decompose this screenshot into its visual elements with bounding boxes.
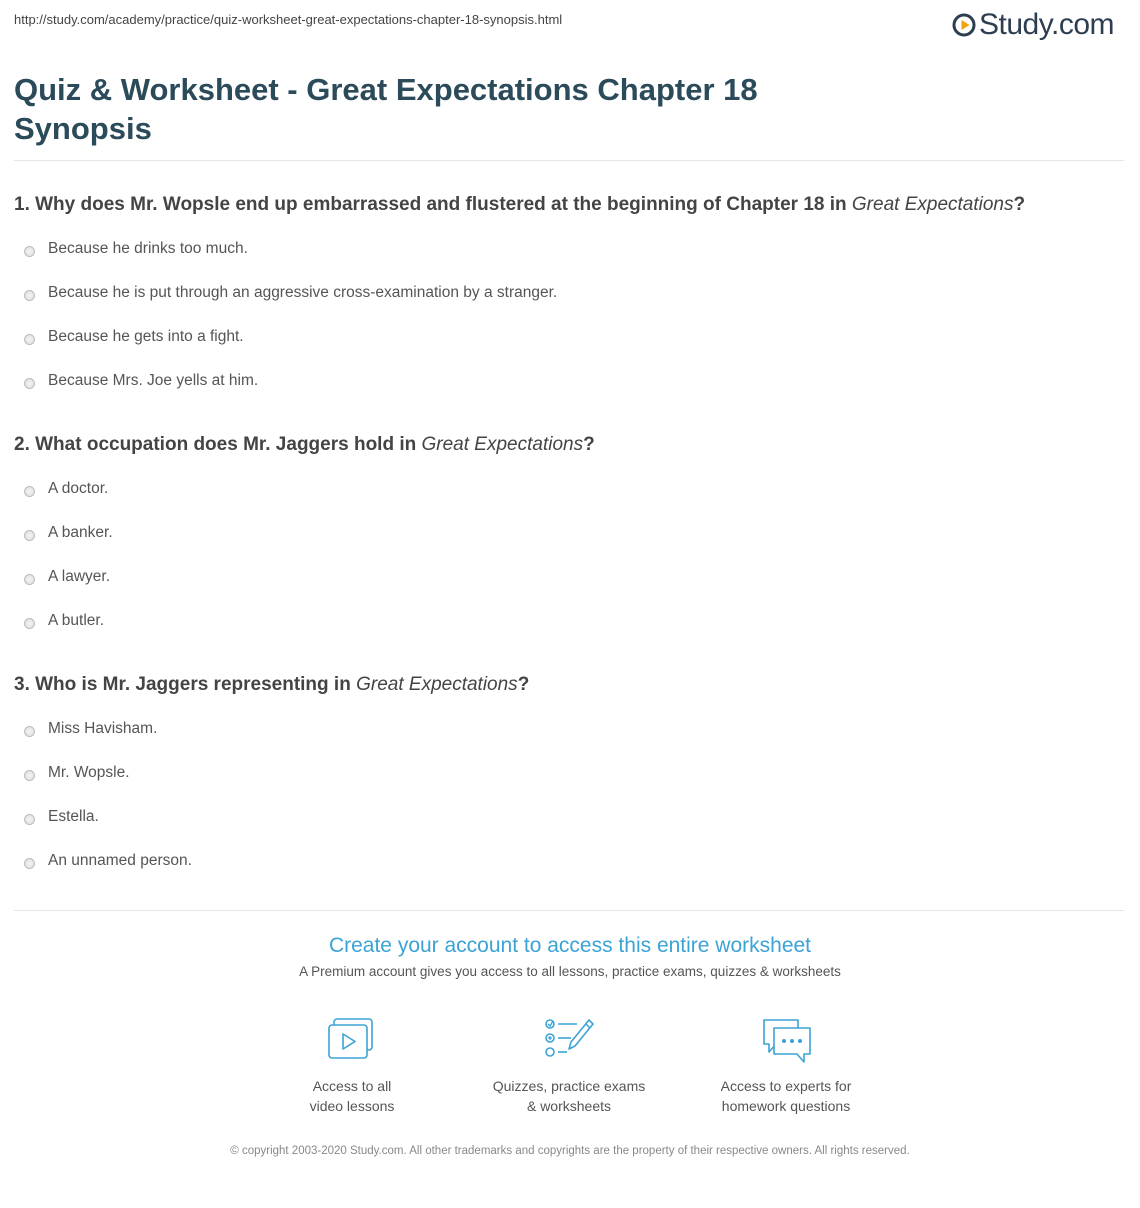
- radio-button[interactable]: [24, 530, 35, 541]
- copyright-notice: © copyright 2003-2020 Study.com. All other trademarks and copyrights are the property of their respective owners. All rights reserved.: [230, 1145, 910, 1157]
- option-label: Estella.: [48, 808, 99, 825]
- feature-video-lessons: [257, 1016, 447, 1116]
- answer-option[interactable]: [24, 363, 1120, 407]
- answer-option[interactable]: [24, 755, 1120, 799]
- question-text: 1. Why does Mr. Wopsle end up embarrassed and flustered at the beginning of Chapter 18 in Great Expectations?: [14, 194, 1026, 215]
- answer-option[interactable]: [24, 319, 1120, 363]
- feature-label-line: video lessons: [309, 1098, 395, 1114]
- divider: [14, 160, 1124, 161]
- logo-text: Study.com: [979, 8, 1114, 41]
- question-3: [14, 673, 1120, 887]
- radio-button[interactable]: [24, 770, 35, 781]
- question-2: [14, 433, 1120, 647]
- answer-option[interactable]: [24, 603, 1120, 647]
- option-label: A butler.: [48, 612, 105, 629]
- feature-label-line: Access to experts for: [720, 1078, 852, 1094]
- feature-label-line: & worksheets: [526, 1098, 612, 1114]
- radio-button[interactable]: [24, 574, 35, 585]
- answer-option[interactable]: [24, 275, 1120, 319]
- question-1: [14, 193, 1120, 407]
- cta-subtitle: A Premium account gives you access to all lessons, practice exams, quizzes & worksheets: [299, 964, 841, 979]
- option-label: Because he gets into a fight.: [48, 328, 244, 345]
- option-label: Because he drinks too much.: [48, 240, 248, 257]
- question-text: 3. Who is Mr. Jaggers representing in Great Expectations?: [14, 674, 530, 695]
- option-label: A lawyer.: [48, 568, 111, 585]
- feature-quizzes: [474, 1016, 664, 1116]
- answer-option[interactable]: [24, 843, 1120, 887]
- radio-button[interactable]: [24, 378, 35, 389]
- answer-option[interactable]: [24, 471, 1120, 515]
- question-text: 2. What occupation does Mr. Jaggers hold in Great Expectations?: [14, 434, 595, 455]
- option-label: Because he is put through an aggressive cross-examination by a stranger.: [48, 284, 558, 301]
- answer-option[interactable]: [24, 799, 1120, 843]
- radio-button[interactable]: [24, 246, 35, 257]
- video-lessons-icon: [326, 1016, 378, 1064]
- study-logo[interactable]: [952, 8, 1114, 42]
- radio-button[interactable]: [24, 858, 35, 869]
- radio-button[interactable]: [24, 814, 35, 825]
- feature-experts: [691, 1016, 881, 1116]
- feature-label-line: homework questions: [721, 1098, 851, 1114]
- radio-button[interactable]: [24, 726, 35, 737]
- radio-button[interactable]: [24, 618, 35, 629]
- option-label: Mr. Wopsle.: [48, 764, 130, 781]
- radio-button[interactable]: [24, 290, 35, 301]
- option-label: Because Mrs. Joe yells at him.: [48, 372, 259, 389]
- radio-button[interactable]: [24, 486, 35, 497]
- option-label: A banker.: [48, 524, 113, 541]
- option-label: An unnamed person.: [48, 852, 192, 869]
- chat-bubbles-icon: [760, 1016, 812, 1064]
- feature-label-line: Quizzes, practice exams: [492, 1078, 646, 1094]
- answer-option[interactable]: [24, 515, 1120, 559]
- divider: [14, 910, 1124, 911]
- answer-option[interactable]: [24, 231, 1120, 275]
- page-url: http://study.com/academy/practice/quiz-worksheet-great-expectations-chapter-18-synopsis.html: [14, 12, 563, 27]
- option-label: A doctor.: [48, 480, 109, 497]
- answer-option[interactable]: [24, 559, 1120, 603]
- radio-button[interactable]: [24, 334, 35, 345]
- feature-label-line: Access to all: [312, 1078, 392, 1094]
- answer-option[interactable]: [24, 711, 1120, 755]
- play-circle-icon: [952, 13, 976, 37]
- page-title: Quiz & Worksheet - Great Expectations Chapter 18 Synopsis: [14, 72, 758, 146]
- checklist-icon: [543, 1016, 595, 1064]
- cta-title[interactable]: Create your account to access this entire worksheet: [328, 934, 812, 957]
- option-label: Miss Havisham.: [48, 720, 158, 737]
